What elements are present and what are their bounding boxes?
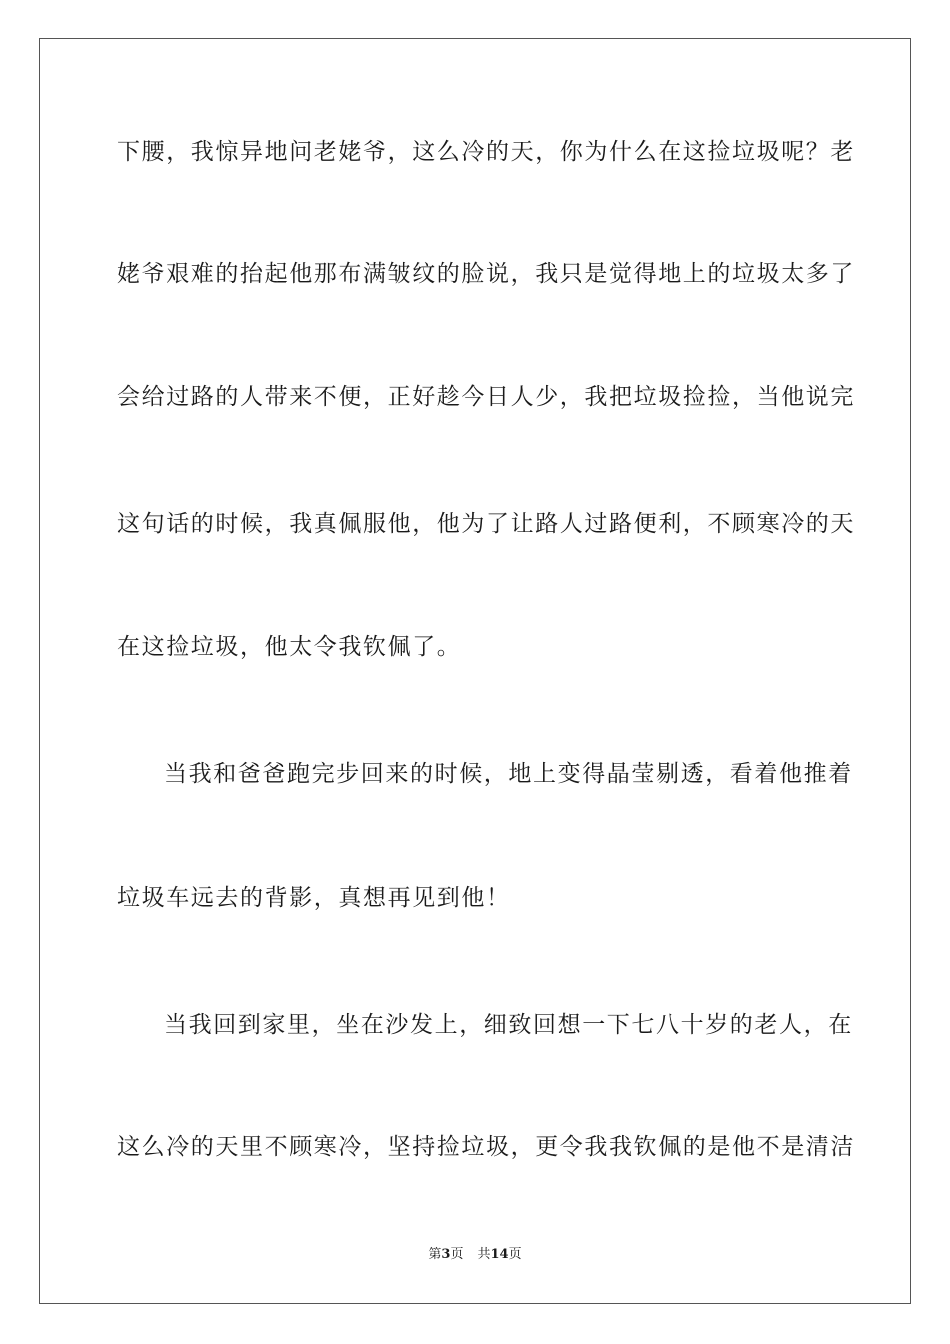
total-pages-indicator [477, 1247, 521, 1263]
total-prefix: 共 [477, 1247, 491, 1262]
total-suffix: 页 [508, 1247, 522, 1262]
page-suffix: 页 [450, 1247, 464, 1262]
text-line: 这么冷的天里不顾寒冷，坚持捡垃圾，更令我我钦佩的是他不是清洁 [117, 1134, 855, 1160]
page-prefix: 第 [428, 1247, 442, 1262]
text-line: 这句话的时候，我真佩服他，他为了让路人过路便利，不顾寒冷的天 [117, 511, 855, 537]
page-footer [0, 1247, 950, 1263]
page-border [39, 38, 911, 1304]
page-number: 3 [441, 1247, 451, 1262]
text-line: 当我和爸爸跑完步回来的时候，地上变得晶莹剔透，看着他推着 [164, 761, 853, 787]
text-line: 姥爷艰难的抬起他那布满皱纹的脸说，我只是觉得地上的垃圾太多了 [117, 261, 855, 287]
text-line: 当我回到家里，坐在沙发上，细致回想一下七八十岁的老人，在 [164, 1012, 853, 1038]
text-line: 下腰，我惊异地问老姥爷，这么冷的天，你为什么在这捡垃圾呢？老 [117, 139, 855, 165]
page-number-indicator [428, 1247, 463, 1263]
text-line: 垃圾车远去的背影，真想再见到他！ [117, 885, 511, 911]
text-line: 在这捡垃圾，他太令我钦佩了。 [117, 634, 462, 660]
text-line: 会给过路的人带来不便，正好趁今日人少，我把垃圾捡捡，当他说完 [117, 384, 855, 410]
total-pages: 14 [490, 1247, 509, 1262]
